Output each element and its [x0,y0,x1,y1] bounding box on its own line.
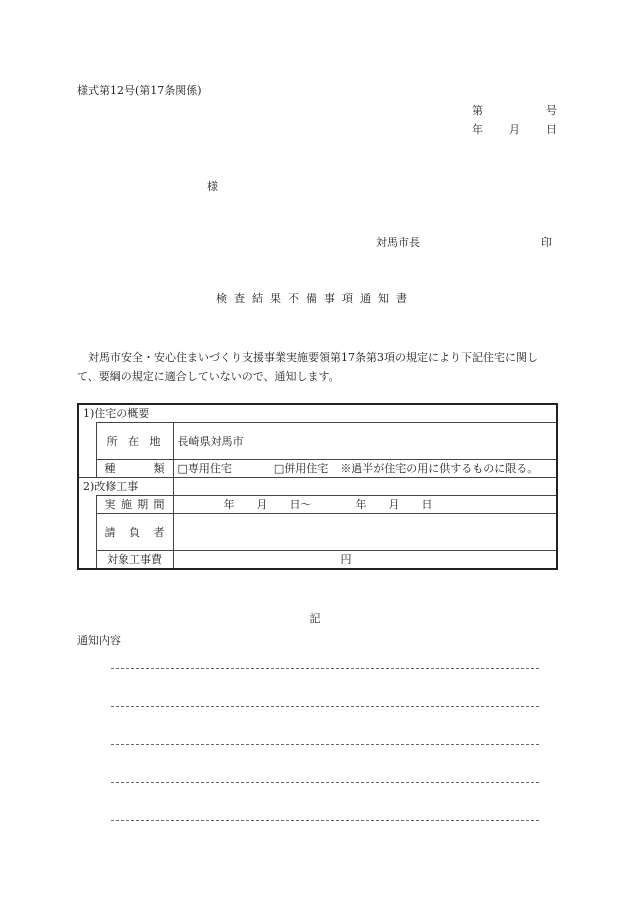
notify-line [111,782,539,783]
date-year: 年 [472,123,483,136]
document-number-suffix: 号 [546,104,557,117]
ki-label: 記 [309,612,321,625]
addressee-honorific: 様 [207,180,218,193]
location-label: 所 在 地 [96,423,173,460]
notify-line [111,744,539,745]
date-day: 日 [546,123,557,136]
table-row [78,478,557,496]
notify-line [111,706,539,707]
type-option-combined[interactable]: □併用住宅 [273,462,329,475]
location-value: 長崎県対馬市 [173,423,557,460]
notify-content-label: 通知内容 [77,634,121,647]
document-number-line [472,104,557,118]
form-number: 様式第12号(第17条関係) [77,84,202,97]
table-row [78,496,557,514]
document-number-prefix: 第 [472,104,483,117]
table-row [78,514,557,551]
document-title: 検査結果不備事項通知書 [216,292,414,305]
cost-label: 対象工事費 [96,551,173,570]
period-label: 実 施 期 間 [96,496,173,514]
section-renovation-blank [173,478,557,496]
indent-cell [78,423,96,478]
sender-title: 対馬市長 [376,236,420,249]
section-housing-overview: 1)住宅の概要 [78,404,557,423]
type-note: ※過半が住宅の用に供するものに限る。 [340,462,539,475]
notify-line [111,820,539,821]
indent-cell [78,496,96,570]
period-value: 年 月 日～ 年 月 日 [173,496,557,514]
type-label: 種 類 [96,460,173,478]
table-row [78,404,557,423]
type-options [173,460,557,478]
contractor-label: 請 負 者 [96,514,173,551]
cost-value: 円 [173,551,557,570]
table-row [78,423,557,460]
table-row [78,460,557,478]
document-body: 対馬市安全・安心住まいづくり支援事業実施要領第17条第3項の規定により下記住宅に関して、要綱の規定に適合していないので、通知します。 [77,351,538,383]
seal-mark: 印 [541,236,552,249]
notify-line [111,668,539,669]
type-option-dedicated[interactable]: □専用住宅 [177,462,232,475]
date-line [472,123,557,137]
table-row [78,551,557,570]
date-month: 月 [509,123,520,136]
section-renovation-work: 2)改修工事 [78,478,173,496]
contractor-value [173,514,557,551]
info-table [77,403,558,570]
